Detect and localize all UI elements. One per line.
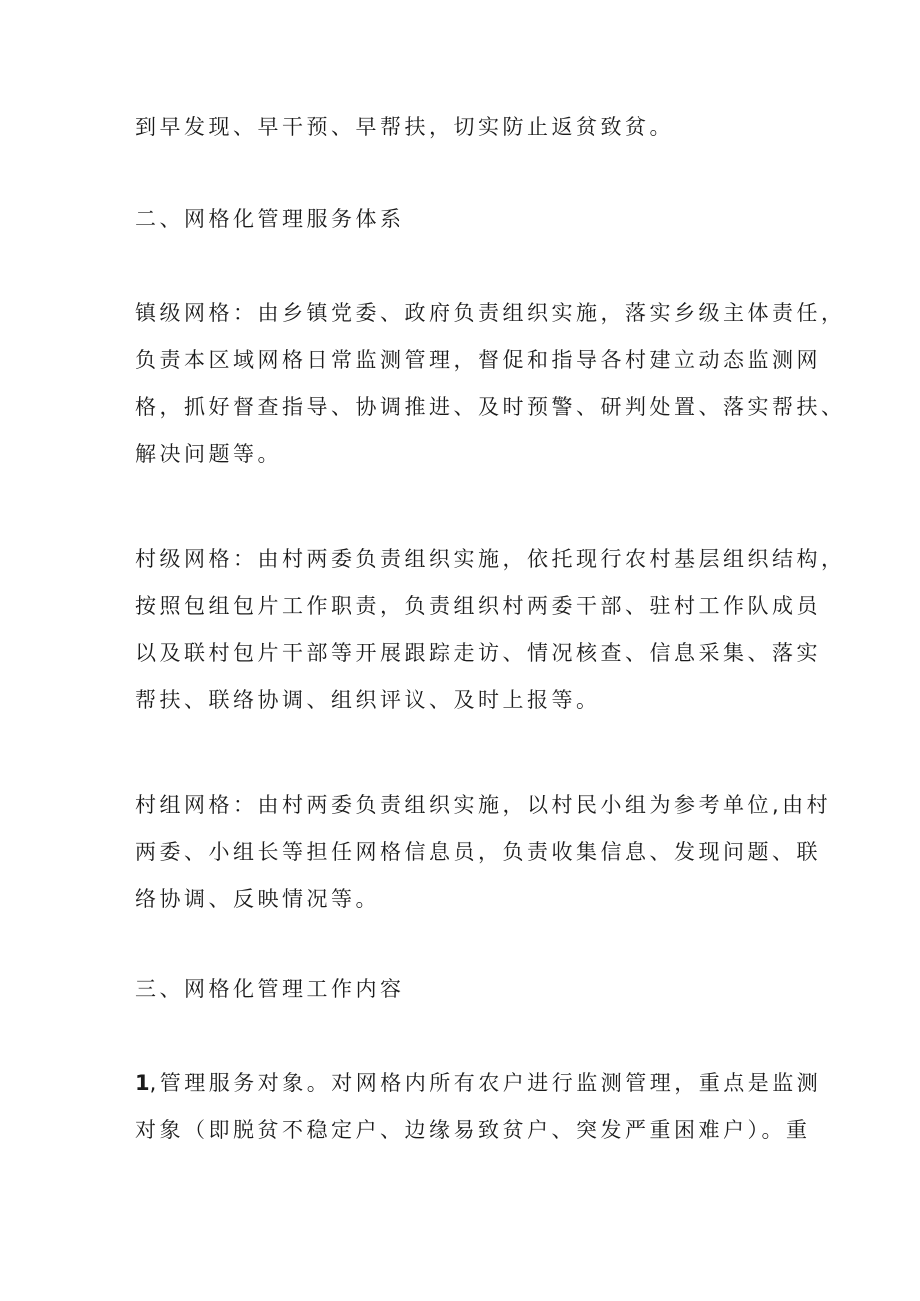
text-line: 到早发现、早干预、早帮扶，切实防止返贫致贫。 [135, 115, 674, 139]
heading-text: 三、网格化管理工作内容 [135, 977, 405, 1001]
text-line: 负责本区域网格日常监测管理，督促和指导各村建立动态监测网 [135, 348, 821, 372]
section-heading-2 [135, 196, 815, 243]
text-line: 络协调、反映情况等。 [135, 887, 380, 911]
section-heading-3 [135, 966, 815, 1013]
paragraph-village-grid [135, 536, 846, 724]
text-line: 帮扶、联络协调、组织评议、及时上报等。 [135, 688, 601, 712]
text-line: 格，抓好督查指导、协调推进、及时预警、研判处置、落实帮扶、 [135, 395, 846, 419]
text-line: 以及联村包片干部等开展跟踪走访、情况核查、信息采集、落实 [135, 641, 821, 665]
paragraph-prevent-poverty [135, 104, 815, 151]
text-line [135, 1060, 822, 1107]
paragraph-service-targets [135, 1060, 822, 1154]
text-line: 解决问题等。 [135, 442, 282, 466]
text-line: 镇级网格：由乡镇党委、政府负责组织实施，落实乡级主体责任， [135, 301, 846, 325]
paragraph-town-grid [135, 290, 846, 478]
text-line: 村组网格：由村两委负责组织实施，以村民小组为参考单位,由村 [135, 793, 832, 817]
heading-text: 二、网格化管理服务体系 [135, 207, 405, 231]
text-line: 按照包组包片工作职责，负责组织村两委干部、驻村工作队成员 [135, 594, 821, 618]
item-number: 1 [135, 1071, 150, 1095]
text-line: 两委、小组长等担任网格信息员，负责收集信息、发现问题、联 [135, 840, 821, 864]
paragraph-village-group-grid [135, 782, 832, 923]
text-line: 村级网格：由村两委负责组织实施，依托现行农村基层组织结构， [135, 547, 846, 571]
item-text: ,管理服务对象。对网格内所有农户进行监测管理，重点是监测 [149, 1071, 822, 1095]
text-line: 对象（即脱贫不稳定户、边缘易致贫户、突发严重困难户）。重 [135, 1118, 811, 1142]
